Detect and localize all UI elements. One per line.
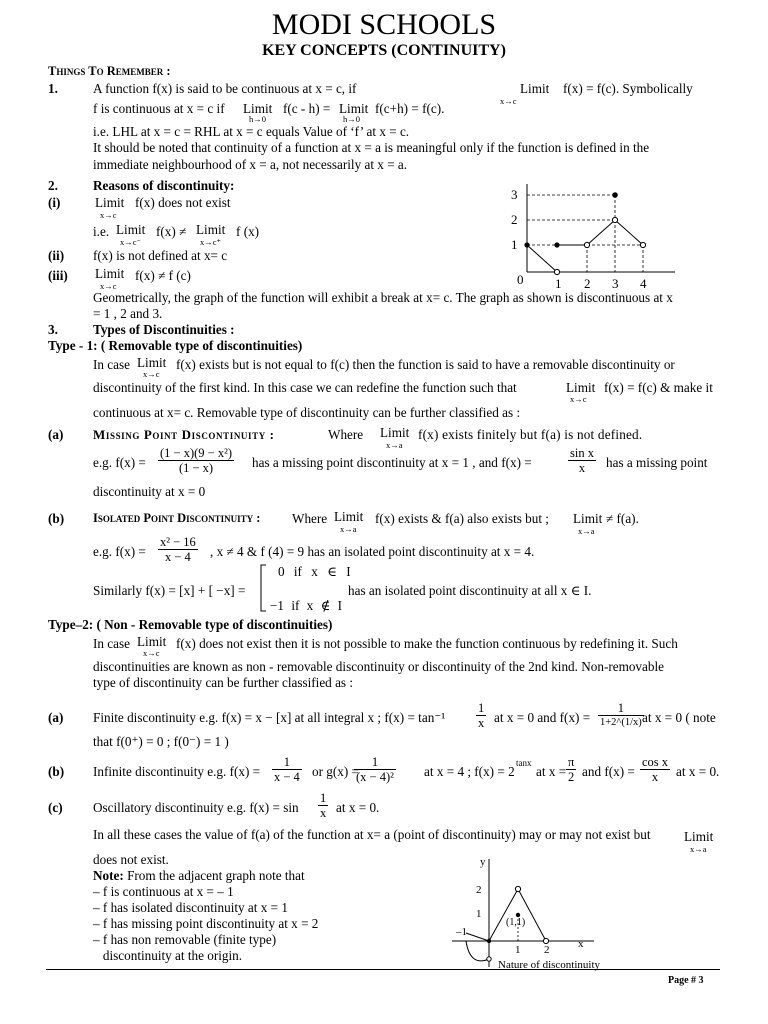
b2-t3: at x = 4 ; f(x) = 2 [424, 764, 515, 779]
c2-label: (c) [48, 800, 63, 815]
type2-p2: discontinuities are known as non - removable discontinuity or discontinuity of the 2nd kind. Non-removable [93, 659, 664, 674]
s2-ie-end: f (x) [236, 224, 260, 239]
s1-num: 1. [48, 81, 58, 96]
s2-iii-text: f(x) ≠ f (c) [135, 268, 191, 283]
s2-ii-label: (ii) [48, 248, 65, 263]
b2-t4: at x = [536, 764, 567, 779]
c2-t1: Oscillatory discontinuity e.g. f(x) = sin [93, 800, 299, 815]
a1-eg: e.g. f(x) = [93, 455, 146, 470]
nature-graph [446, 855, 606, 973]
b2-t2: or g(x) = [312, 764, 359, 779]
g2-xlabel: x [578, 938, 584, 950]
s2-ie-sub1: x→c⁻ [120, 237, 142, 247]
s2-ie-lim1: Limit [116, 222, 146, 237]
g1-y2: 2 [511, 212, 518, 227]
a1-limit: Limit [380, 425, 410, 440]
a1-where: Where [328, 427, 364, 442]
type2-title: Type–2: ( Non - Removable type of discontinuities) [48, 617, 333, 632]
b1-t3: ≠ f(a). [606, 511, 639, 526]
type2-p1a: In case [93, 636, 130, 651]
c2-p1: In all these cases the value of f(a) of the function at x= a (point of discontinuity) may or may not exist but [93, 827, 651, 842]
b1-limit-sub: x→a [340, 524, 357, 534]
g2-x2: 2 [544, 944, 550, 956]
type1-limit: Limit [137, 355, 167, 370]
type1-p2-limit: Limit [566, 380, 596, 395]
g2-xm1: –1 [456, 926, 467, 938]
type2-limit: Limit [137, 634, 167, 649]
c2-t2: at x = 0. [336, 800, 380, 815]
a1-end: has a missing point [606, 455, 708, 470]
b2-t6: at x = 0. [676, 764, 720, 779]
type1-p2b: f(x) = f(c) & make it [604, 380, 713, 395]
b2-t1: Infinite discontinuity e.g. f(x) = [93, 764, 261, 779]
g1-x2: 2 [584, 276, 591, 291]
type1-limit-sub: x→c [143, 369, 160, 379]
c2-p2: does not exist. [93, 852, 169, 867]
a2-l2: that f(0⁺) = 0 ; f(0⁻) = 1 ) [93, 734, 229, 749]
s1-h0-b: h→0 [343, 114, 360, 124]
b2-sup: tanx [516, 758, 532, 768]
g1-x0: 0 [517, 272, 524, 287]
g2-y2: 2 [476, 884, 482, 896]
type1-p2-sub: x→c [570, 394, 587, 404]
s1-line4: It should be noted that continuity of a function at x = a is meaningful only if the function is defined in the [93, 140, 650, 155]
a1-l3: discontinuity at x = 0 [93, 484, 206, 499]
c2-frac: $\frac{1}{x}$ [320, 791, 327, 820]
s1-line2b: f(c - h) = [283, 101, 331, 116]
b1-where: Where [292, 511, 328, 526]
s1-lim-b: Limit [339, 101, 369, 116]
g2-ylabel: y [480, 856, 486, 868]
b1-frac: $\frac{\text{x² − 16}}{x - 4}$ [160, 535, 196, 564]
discontinuity-graph [505, 180, 680, 292]
a2-frac2: $\frac{1}{1+2\^{}(1/x)}$ [600, 701, 642, 728]
s3-title: Types of Discontinuities : [93, 322, 235, 337]
b1-eg: e.g. f(x) = [93, 544, 146, 559]
a1-frac2: $\frac{\text{sin x}}{x}$ [570, 446, 594, 475]
g1-x3: 3 [612, 276, 619, 291]
s2-i-label: (i) [48, 195, 61, 210]
a2-t1: Finite discontinuity e.g. f(x) = x − [x] at all integral x ; f(x) = tan⁻¹ [93, 710, 446, 725]
s2-ie: i.e. [93, 224, 110, 239]
b1-t2: f(x) exists & f(a) also exists but ; [375, 511, 549, 526]
b1-limit2-sub: x→a [578, 526, 595, 536]
s1-lim-a: Limit [243, 101, 273, 116]
type1-p3: continuous at x= c. Removable type of discontinuity can be further classified as : [93, 405, 521, 420]
note: Note: From the adjacent graph note that [93, 868, 305, 883]
s2-ie-mid: f(x) ≠ [156, 224, 187, 239]
s2-ii-text: f(x) is not defined at x= c [93, 248, 228, 263]
b1-case1: 0 if x ∈ I [278, 564, 351, 579]
s2-i-text: f(x) does not exist [135, 195, 231, 210]
s1-line1: A function f(x) is said to be continuous at x = c, if [93, 81, 357, 96]
s1-line2c: f(c+h) = f(c). [375, 101, 445, 116]
a2-label: (a) [48, 710, 64, 725]
s2-geo2: = 1 , 2 and 3. [93, 306, 163, 321]
school-title: MODI SCHOOLS [271, 8, 497, 41]
b2-frac4: $\frac{\text{cos x}}{x}$ [642, 755, 669, 784]
g1-y1: 1 [511, 237, 518, 252]
s1-limit-sub: x→c [500, 96, 517, 106]
g2-x1: 1 [515, 944, 521, 956]
a1-title: Missing Point Discontinuity : [93, 427, 275, 442]
type1-p1a: In case [93, 357, 130, 372]
s2-i-sub: x→c [100, 210, 117, 220]
b1-mid: , x ≠ 4 & f (4) = 9 has an isolated point discontinuity at x = 4. [210, 544, 535, 559]
s2-i-limit: Limit [95, 195, 125, 210]
s2-num: 2. [48, 178, 58, 193]
note-item-3: – f has missing point discontinuity at x = 2 [93, 916, 319, 931]
s2-ie-lim2: Limit [196, 222, 226, 237]
type1-p2: discontinuity of the first kind. In this case we can redefine the function such that [93, 380, 517, 395]
note-item-2: – f has isolated discontinuity at x = 1 [93, 900, 288, 915]
footer-rule [46, 969, 720, 970]
a2-t2: at x = 0 and f(x) = [494, 710, 591, 725]
page-number: Page # 3 [668, 975, 704, 986]
a1-mid: has a missing point discontinuity at x = 1 , and f(x) = [252, 455, 532, 470]
type2-limit-sub: x→c [143, 648, 160, 658]
s1-line2: f is continuous at x = c if [93, 101, 225, 116]
b2-frac3: $\frac{\pi}{2}$ [568, 755, 575, 784]
c2-limit-sub: x→a [690, 844, 707, 854]
b1-title: Isolated Point Discontinuity : [93, 511, 261, 525]
s3-num: 3. [48, 322, 58, 337]
b2-label: (b) [48, 764, 65, 779]
b2-t5: and f(x) = [582, 764, 635, 779]
b1-limit: Limit [334, 509, 364, 524]
b1-case2: −1 if x ∉ I [270, 598, 343, 613]
b1-sim: Similarly f(x) = [x] + [ −x] = [93, 583, 246, 598]
s1-h0-a: h→0 [249, 114, 266, 124]
b2-frac1: $\frac{1}{x - 4}$ [274, 755, 300, 784]
b1-end: has an isolated point discontinuity at all x ∈ I. [348, 583, 592, 598]
type2-p3: type of discontinuity can be further classified as : [93, 675, 354, 690]
g2-point: (1,1) [506, 917, 526, 928]
b1-bracket [258, 563, 268, 613]
g1-x4: 4 [640, 276, 647, 291]
s2-iii-limit: Limit [95, 266, 125, 281]
s2-iii-sub: x→c [100, 281, 117, 291]
a1-limit-sub: x→a [386, 440, 403, 450]
g2-y1: 1 [476, 908, 482, 920]
note-item-1: – f is continuous at x = – 1 [93, 884, 234, 899]
g1-y3: 3 [511, 187, 518, 202]
g2-caption: Nature of discontinuity [498, 959, 601, 971]
c2-limit: Limit [684, 829, 714, 844]
b1-label: (b) [48, 511, 65, 526]
s2-title: Reasons of discontinuity: [93, 178, 235, 193]
a1-t2: f(x) exists finitely but f(a) is not defined. [418, 427, 643, 442]
s2-ie-sub2: x→c⁺ [200, 237, 222, 247]
a1-label: (a) [48, 427, 64, 442]
s1-line1b: f(x) = f(c). Symbolically [563, 81, 693, 96]
b1-limit2: Limit [573, 511, 603, 526]
things-heading: Things To Remember : [48, 64, 171, 78]
s2-geo1: Geometrically, the graph of the function will exhibit a break at x= c. The graph as shown is discontinuous at x [93, 290, 673, 305]
note-item-4: – f has non removable (finite type) [93, 932, 277, 947]
s1-line5: immediate neighbourhood of x = a, not necessarily at x = a. [93, 157, 408, 172]
type1-title: Type - 1: ( Removable type of discontinuities) [48, 338, 303, 353]
note-item-5: discontinuity at the origin. [93, 948, 243, 963]
type2-p1b: f(x) does not exist then it is not possible to make the function continuous by redefining it. Such [176, 636, 678, 651]
a2-frac1: $\frac{1}{x}$ [478, 701, 485, 730]
s2-iii-label: (iii) [48, 268, 68, 283]
b2-frac2: $\frac{1}{\text{(x − 4)²}}$ [356, 755, 394, 784]
a1-frac1: $\frac{\text{(1 − x)(9 − x²)}}{(1 - x)}$ [160, 446, 232, 475]
s1-limit: Limit [520, 81, 550, 96]
s1-line3: i.e. LHL at x = c = RHL at x = c equals Value of ‘f’ at x = c. [93, 124, 410, 139]
type1-p1b: f(x) exists but is not equal to f(c) then the function is said to have a removable discontinuity or [176, 357, 675, 372]
g1-x1: 1 [555, 276, 562, 291]
a2-t3: at x = 0 ( note [642, 710, 716, 725]
page-subtitle: KEY CONCEPTS (CONTINUITY) [262, 42, 506, 59]
